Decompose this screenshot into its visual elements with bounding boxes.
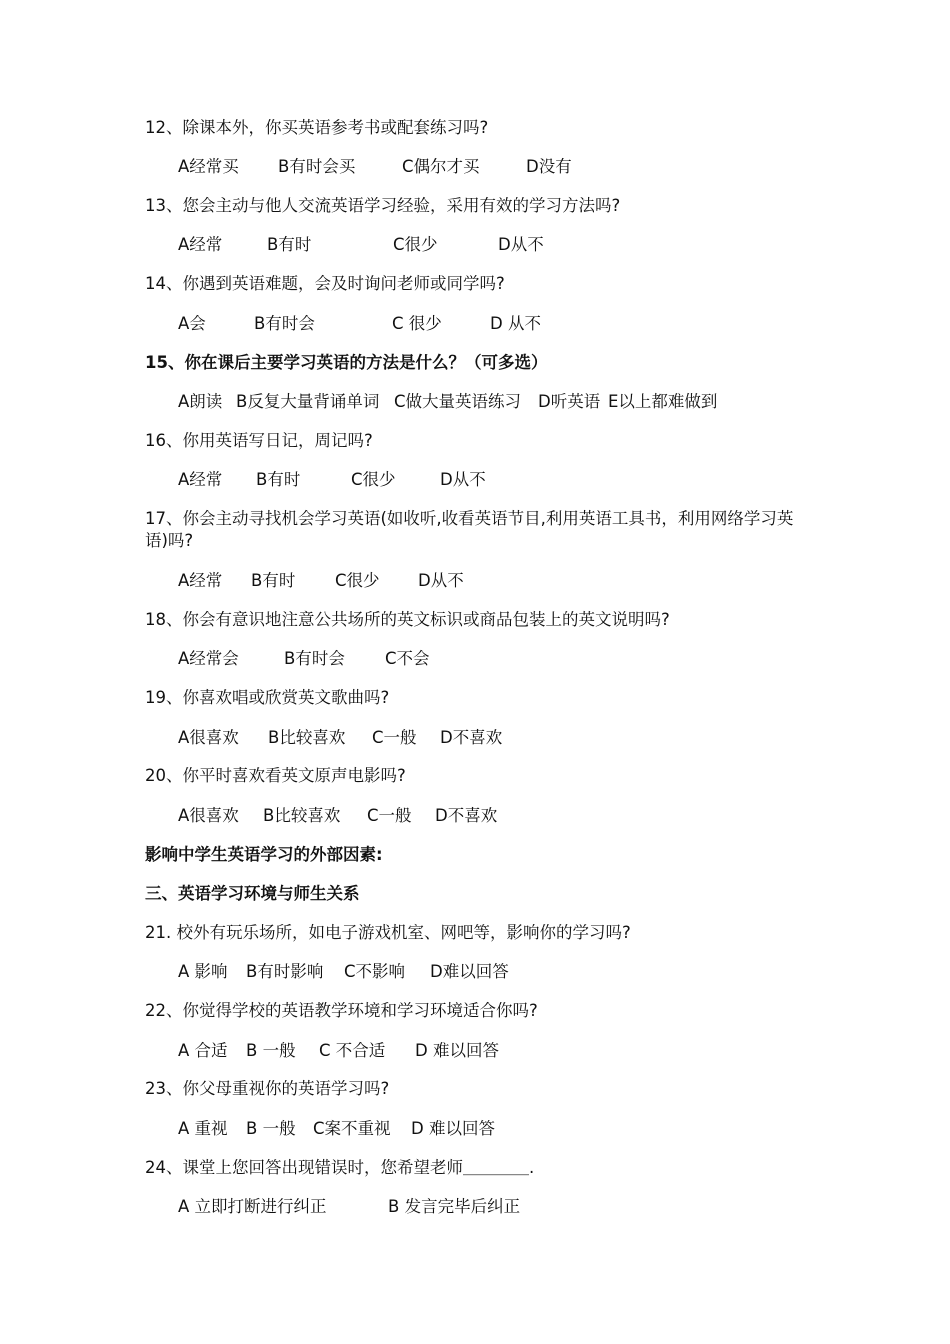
option: D不喜欢 [440,728,503,747]
option: A朗读 [178,392,223,411]
option: D没有 [526,157,572,176]
option: A经常买 [178,157,239,176]
question-16: 16、你用英语写日记，周记吗? [145,431,373,450]
options-15 [178,391,717,413]
options-19 [178,727,502,749]
option: D听英语 [538,392,601,411]
option: C不会 [385,649,430,668]
option: C很少 [393,235,438,254]
question-15: 15、你在课后主要学习英语的方法是什么？（可多选） [145,353,548,372]
option: C不影响 [344,962,406,981]
question-21: 21. 校外有玩乐场所，如电子游戏机室、网吧等，影响你的学习吗? [145,923,631,942]
option: D不喜欢 [435,806,498,825]
options-23 [178,1118,495,1140]
options-12 [178,156,572,178]
option: B有时 [251,571,296,590]
option: B比较喜欢 [263,806,341,825]
question-12: 12、除课本外，你买英语参考书或配套练习吗? [145,118,489,137]
options-13 [178,234,544,256]
option: C一般 [367,806,412,825]
question-18: 18、你会有意识地注意公共场所的英文标识或商品包装上的英文说明吗? [145,610,670,629]
options-16 [178,469,486,491]
option: D 难以回答 [411,1119,495,1138]
question-13: 13、您会主动与他人交流英语学习经验，采用有效的学习方法吗? [145,196,621,215]
options-24 [178,1196,520,1218]
question-14: 14、你遇到英语难题，会及时询问老师或同学吗? [145,274,505,293]
option: B有时会 [254,314,315,333]
option: B有时 [267,235,312,254]
question-20: 20、你平时喜欢看英文原声电影吗? [145,766,406,785]
options-20 [178,805,497,827]
option: C 不合适 [319,1041,386,1060]
option: D从不 [440,470,486,489]
option: A很喜欢 [178,806,239,825]
option: B 一般 [246,1119,296,1138]
option: B比较喜欢 [268,728,346,747]
option: A 重视 [178,1119,228,1138]
option: A很喜欢 [178,728,239,747]
option: A经常会 [178,649,239,668]
option: E以上都难做到 [608,392,718,411]
option: B有时会 [284,649,345,668]
option: B反复大量背诵单词 [236,392,380,411]
question-17: 17、你会主动寻找机会学习英语(如收听,收看英语节目,利用英语工具书，利用网络学习英语)吗? [145,509,794,550]
options-14 [178,313,541,335]
options-18 [178,648,430,670]
options-22 [178,1040,499,1062]
option: C案不重视 [313,1119,391,1138]
option: A 合适 [178,1041,228,1060]
option: A 影响 [178,962,228,981]
option: C 很少 [392,314,442,333]
option: C做大量英语练习 [394,392,522,411]
option: B有时影响 [246,962,324,981]
option: A经常 [178,470,223,489]
option: C偶尔才买 [402,157,480,176]
option: D难以回答 [430,962,509,981]
option: A经常 [178,571,223,590]
options-17 [178,570,464,592]
options-21 [178,961,509,983]
question-22: 22、你觉得学校的英语教学环境和学习环境适合你吗? [145,1001,538,1020]
option: A会 [178,314,206,333]
option: C很少 [335,571,380,590]
option: B有时会买 [278,157,356,176]
option: B 发言完毕后纠正 [388,1197,521,1216]
option: B 一般 [246,1041,296,1060]
question-24: 24、课堂上您回答出现错误时，您希望老师＿＿＿＿. [145,1158,535,1177]
option: D 从不 [490,314,541,333]
section-heading-external-factors: 影响中学生英语学习的外部因素: [145,845,383,864]
option: C很少 [351,470,396,489]
option: D从不 [418,571,464,590]
option: D 难以回答 [415,1041,499,1060]
option: B有时 [256,470,301,489]
question-19: 19、你喜欢唱或欣赏英文歌曲吗? [145,688,390,707]
option: A 立即打断进行纠正 [178,1197,327,1216]
option: D从不 [498,235,544,254]
option: C一般 [372,728,417,747]
question-23: 23、你父母重视你的英语学习吗? [145,1079,390,1098]
section-heading-environment: 三、英语学习环境与师生关系 [145,884,360,903]
option: A经常 [178,235,223,254]
